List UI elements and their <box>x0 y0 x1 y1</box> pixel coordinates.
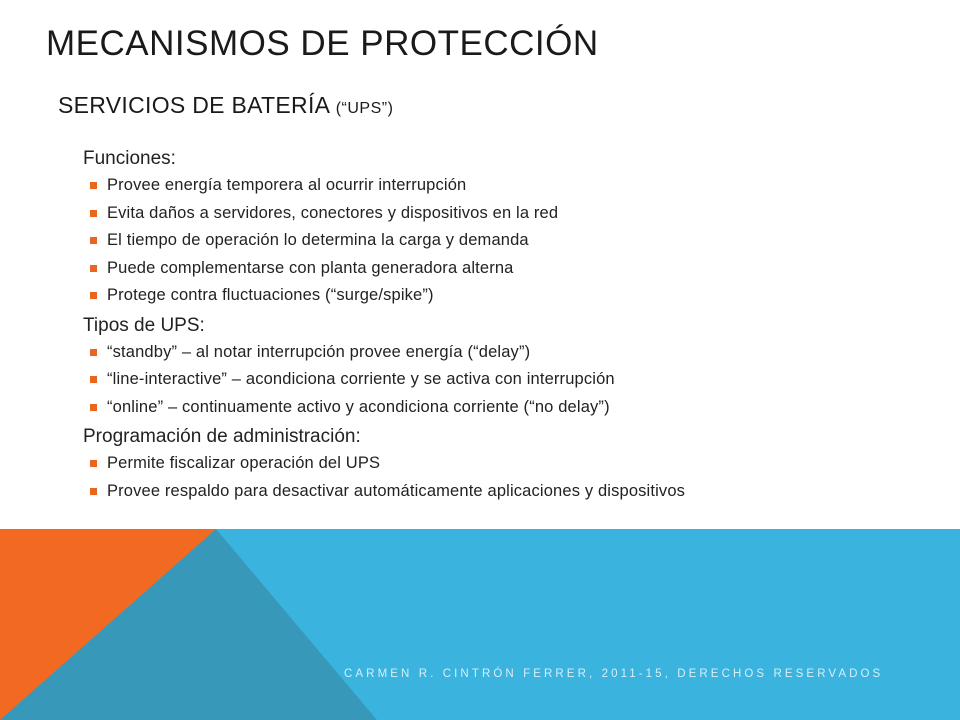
bullet-item <box>107 282 943 310</box>
bullet-item <box>107 366 943 394</box>
bullet-item <box>107 394 943 422</box>
bullet-text: Provee respaldo para desactivar automáticamente aplicaciones y dispositivos <box>107 481 686 500</box>
square-bullet-icon <box>90 376 97 383</box>
bullet-item <box>107 339 943 367</box>
square-bullet-icon <box>90 488 97 495</box>
bullet-text: El tiempo de operación lo determina la carga y demanda <box>107 231 529 249</box>
bullet-item <box>107 450 943 478</box>
bullet-text: Evita daños a servidores, conectores y dispositivos en la red <box>107 203 559 222</box>
bullet-item <box>107 478 943 506</box>
square-bullet-icon <box>90 404 97 411</box>
slide-subtitle <box>58 92 393 119</box>
bullet-text: Puede complementarse con planta generadora alterna <box>107 258 514 277</box>
square-bullet-icon <box>90 237 97 244</box>
square-bullet-icon <box>90 460 97 467</box>
slide-title: MECANISMOS DE PROTECCIÓN <box>46 24 599 63</box>
bullet-item <box>107 227 943 255</box>
section-funciones <box>83 146 943 310</box>
section-heading: Programación de administración: <box>83 426 361 447</box>
square-bullet-icon <box>90 265 97 272</box>
section-heading: Tipos de UPS: <box>83 314 205 336</box>
bullet-item <box>107 255 943 283</box>
bullet-list <box>83 172 943 310</box>
subtitle-main: SERVICIOS DE BATERÍA <box>58 92 330 118</box>
bullet-text: “standby” – al notar interrupción provee energía (“delay”) <box>107 342 531 361</box>
square-bullet-icon <box>90 210 97 217</box>
square-bullet-icon <box>90 292 97 299</box>
bullet-text: Permite fiscalizar operación del UPS <box>107 454 381 472</box>
square-bullet-icon <box>90 182 97 189</box>
bullet-item <box>107 200 943 228</box>
subtitle-note: (“UPS”) <box>335 100 394 117</box>
bullet-text: Protege contra fluctuaciones (“surge/spike”) <box>107 286 434 304</box>
bullet-list <box>83 339 943 422</box>
bullet-text: “line-interactive” – acondiciona corriente y se activa con interrupción <box>107 370 615 388</box>
bullet-list <box>83 450 943 505</box>
bullet-text: Provee energía temporera al ocurrir interrupción <box>107 176 467 194</box>
square-bullet-icon <box>90 349 97 356</box>
footer-copyright: CARMEN R. CINTRÓN FERRER, 2011-15, DERECHOS RESERVADOS <box>344 668 884 680</box>
section-tipos-ups <box>83 313 943 422</box>
slide-content <box>83 146 943 505</box>
bullet-item <box>107 172 943 200</box>
bullet-text: “online” – continuamente activo y acondiciona corriente (“no delay”) <box>107 397 610 416</box>
section-programacion <box>83 424 943 505</box>
section-heading: Funciones: <box>83 148 176 169</box>
